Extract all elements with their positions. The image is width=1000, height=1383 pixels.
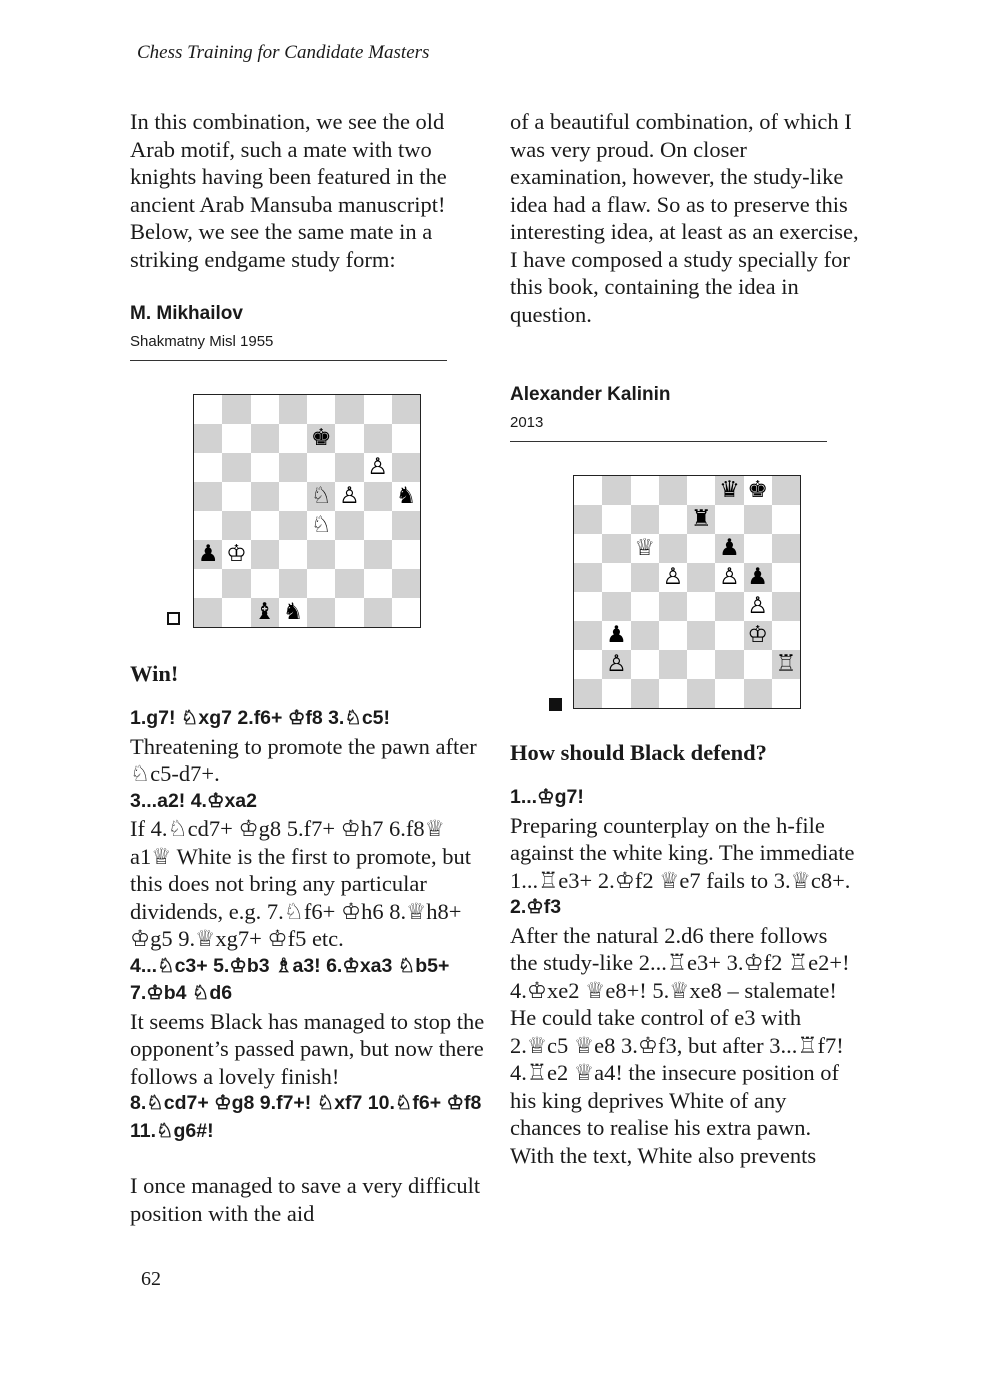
board-square bbox=[574, 505, 602, 534]
annotation-text: After the natural 2.d6 there follows the study-like 2...♖e3+ 3.♔f2 ♖e2+! 4.♔xe2 ♕e8+! 5.♕xe8 – stalemate! He could take control of e3 with 2.♕c5 ♕e8 3.♔f3, but after 3...♖f7! 4.♖e2 ♕a4! the insecure position of his king deprives White of any chances to realise his extra pawn. With the text, White also prevents bbox=[510, 922, 850, 1168]
board-square bbox=[194, 482, 222, 511]
board-square bbox=[194, 424, 222, 453]
board-square bbox=[687, 563, 715, 592]
board-square bbox=[659, 650, 687, 679]
board-square bbox=[279, 395, 307, 424]
board-square bbox=[715, 563, 743, 592]
board-square bbox=[392, 453, 420, 482]
board-square bbox=[335, 511, 363, 540]
board-square bbox=[392, 540, 420, 569]
board-square bbox=[602, 621, 630, 650]
board-square bbox=[659, 534, 687, 563]
board-square bbox=[744, 679, 772, 708]
board-square bbox=[772, 592, 800, 621]
board-square bbox=[194, 453, 222, 482]
white-to-move-indicator bbox=[167, 612, 180, 625]
study-task: How should Black defend? bbox=[510, 740, 767, 765]
intro-paragraph: In this combination, we see the old Arab motif, such a mate with two knights having been featured in the ancient Arab Mansuba manuscript! Below, we see the same mate in a striking endgame study form: bbox=[130, 109, 447, 272]
board-square bbox=[194, 395, 222, 424]
board-square bbox=[251, 511, 279, 540]
black-pawn-icon: ♟ bbox=[747, 564, 768, 590]
white-pawn-icon: ♙ bbox=[606, 651, 627, 677]
white-knight-icon: ♘ bbox=[310, 483, 332, 509]
board-square bbox=[392, 598, 420, 627]
board-square bbox=[335, 482, 363, 511]
board-square bbox=[222, 482, 250, 511]
black-bishop-icon: ♝ bbox=[254, 599, 275, 625]
board-square bbox=[687, 650, 715, 679]
board-square bbox=[194, 569, 222, 598]
board-square bbox=[307, 540, 335, 569]
board-square bbox=[631, 679, 659, 708]
board-square bbox=[772, 650, 800, 679]
board-square bbox=[602, 563, 630, 592]
board-square bbox=[279, 453, 307, 482]
board-square bbox=[602, 592, 630, 621]
board-square bbox=[574, 563, 602, 592]
black-pawn-icon: ♟ bbox=[606, 622, 627, 648]
board-square bbox=[251, 395, 279, 424]
move-line: 1...♔g7! bbox=[510, 786, 584, 808]
intro-paragraph: of a beautiful combination, of which I was very proud. On closer examination, however, the study-like idea had a flaw. So as to preserve this interesting idea, at least as an exercise, I have composed a study specially for this book, containing the idea in question. bbox=[510, 109, 859, 327]
board-square bbox=[335, 540, 363, 569]
board-square bbox=[631, 534, 659, 563]
annotation-text: Threatening to promote the pawn after ♘c5-d7+. bbox=[130, 733, 477, 786]
board-square bbox=[744, 650, 772, 679]
white-king-icon: ♔ bbox=[226, 541, 247, 567]
board-square bbox=[715, 650, 743, 679]
study-source: Shakmatny Misl 1955 bbox=[130, 333, 274, 350]
board-square bbox=[687, 534, 715, 563]
board-square bbox=[392, 569, 420, 598]
board-square bbox=[392, 424, 420, 453]
board-square bbox=[715, 476, 743, 505]
white-pawn-icon: ♙ bbox=[367, 454, 388, 480]
chess-diagram bbox=[130, 361, 490, 661]
board-square bbox=[631, 505, 659, 534]
board-square bbox=[335, 424, 363, 453]
white-pawn-icon: ♙ bbox=[339, 483, 360, 509]
board-square bbox=[772, 621, 800, 650]
board-square bbox=[364, 540, 392, 569]
move-line: 1.g7! ♘xg7 2.f6+ ♔f8 3.♘c5! bbox=[130, 707, 391, 729]
board-square bbox=[392, 482, 420, 511]
white-rook-icon: ♖ bbox=[775, 651, 797, 677]
board-square bbox=[251, 482, 279, 511]
board-square bbox=[194, 598, 222, 627]
annotation-text: It seems Black has managed to stop the opponent’s passed pawn, but now there follows a lovely finish! bbox=[130, 1008, 485, 1089]
white-knight-icon: ♘ bbox=[310, 512, 332, 538]
left-column bbox=[130, 108, 490, 1227]
board-square bbox=[659, 679, 687, 708]
board-square bbox=[364, 424, 392, 453]
board-square bbox=[687, 592, 715, 621]
board-square bbox=[194, 511, 222, 540]
board-square bbox=[715, 534, 743, 563]
board-square bbox=[602, 534, 630, 563]
board-square bbox=[631, 563, 659, 592]
board-square bbox=[279, 569, 307, 598]
board-square bbox=[772, 505, 800, 534]
white-king-icon: ♔ bbox=[747, 622, 768, 648]
study-source: 2013 bbox=[510, 414, 544, 431]
board-square bbox=[222, 540, 250, 569]
board-square bbox=[602, 505, 630, 534]
white-pawn-icon: ♙ bbox=[719, 564, 740, 590]
black-to-move-indicator bbox=[549, 698, 562, 711]
board-square bbox=[659, 505, 687, 534]
board-square bbox=[222, 598, 250, 627]
board-square bbox=[251, 540, 279, 569]
board-square bbox=[772, 679, 800, 708]
board-square bbox=[251, 453, 279, 482]
board-square bbox=[744, 505, 772, 534]
board-square bbox=[574, 650, 602, 679]
black-king-icon: ♚ bbox=[310, 425, 332, 451]
board-square bbox=[364, 511, 392, 540]
white-queen-icon: ♕ bbox=[634, 535, 655, 561]
board-square bbox=[222, 424, 250, 453]
board-square bbox=[574, 621, 602, 650]
running-title: Chess Training for Candidate Masters bbox=[137, 42, 430, 63]
board-square bbox=[744, 592, 772, 621]
study-author: M. Mikhailov bbox=[130, 303, 243, 324]
board-square bbox=[251, 598, 279, 627]
move-line: 3...a2! 4.♔xa2 bbox=[130, 789, 257, 812]
board-square bbox=[602, 476, 630, 505]
board-square bbox=[574, 679, 602, 708]
board-square bbox=[687, 505, 715, 534]
board-square bbox=[279, 424, 307, 453]
board-square bbox=[659, 563, 687, 592]
board-square bbox=[279, 598, 307, 627]
black-king-icon: ♚ bbox=[747, 477, 768, 503]
solution-text bbox=[510, 784, 860, 1169]
board-square bbox=[251, 569, 279, 598]
board-square bbox=[602, 650, 630, 679]
board-square bbox=[392, 511, 420, 540]
board-square bbox=[222, 395, 250, 424]
board-square bbox=[364, 482, 392, 511]
board-square bbox=[279, 482, 307, 511]
black-pawn-icon: ♟ bbox=[197, 541, 219, 567]
board-square bbox=[772, 563, 800, 592]
board-square bbox=[307, 511, 335, 540]
black-knight-icon: ♞ bbox=[395, 483, 417, 509]
board-square bbox=[222, 453, 250, 482]
board-square bbox=[335, 395, 363, 424]
board-square bbox=[307, 569, 335, 598]
board-square bbox=[279, 540, 307, 569]
board-square bbox=[574, 534, 602, 563]
board-square bbox=[715, 679, 743, 708]
white-pawn-icon: ♙ bbox=[662, 564, 684, 590]
board-square bbox=[307, 395, 335, 424]
board-square bbox=[659, 621, 687, 650]
board-square bbox=[307, 598, 335, 627]
move-line: 2.♔f3 bbox=[510, 896, 562, 918]
board-square bbox=[335, 598, 363, 627]
board-square bbox=[574, 476, 602, 505]
board-square bbox=[574, 592, 602, 621]
board-square bbox=[687, 476, 715, 505]
board-square bbox=[364, 569, 392, 598]
board-square bbox=[744, 534, 772, 563]
board-square bbox=[364, 395, 392, 424]
black-pawn-icon: ♟ bbox=[719, 535, 740, 561]
board-square bbox=[659, 476, 687, 505]
black-rook-icon: ♜ bbox=[690, 506, 712, 532]
solution-text bbox=[130, 705, 490, 1145]
annotation-text: If 4.♘cd7+ ♔g8 5.f7+ ♔h7 6.f8♕ a1♕ White is the first to promote, but this does not bring any particular dividends, e.g. 7.♘f6+ ♔h6 8.♕h8+ ♔g5 9.♕xg7+ ♔f5 etc. bbox=[130, 816, 471, 951]
board-square bbox=[659, 592, 687, 621]
study-task: Win! bbox=[130, 661, 179, 686]
board-square bbox=[364, 453, 392, 482]
board-square bbox=[744, 621, 772, 650]
closing-paragraph: I once managed to save a very difficult position with the aid bbox=[130, 1173, 481, 1226]
chess-board bbox=[573, 475, 801, 709]
board-square bbox=[772, 476, 800, 505]
board-square bbox=[307, 482, 335, 511]
chess-diagram bbox=[510, 442, 860, 740]
board-square bbox=[744, 563, 772, 592]
board-square bbox=[715, 621, 743, 650]
board-square bbox=[715, 505, 743, 534]
move-line: 8.♘cd7+ ♔g8 9.f7+! ♘xf7 10.♘f6+ ♔f8 11.♘g6#! bbox=[130, 1092, 482, 1142]
board-square bbox=[392, 395, 420, 424]
white-pawn-icon: ♙ bbox=[747, 593, 768, 619]
board-square bbox=[307, 424, 335, 453]
board-square bbox=[631, 650, 659, 679]
board-square bbox=[687, 621, 715, 650]
board-square bbox=[631, 592, 659, 621]
chess-board bbox=[193, 394, 421, 628]
black-knight-icon: ♞ bbox=[282, 599, 304, 625]
board-square bbox=[194, 540, 222, 569]
board-square bbox=[222, 511, 250, 540]
board-square bbox=[335, 453, 363, 482]
right-column bbox=[510, 108, 860, 1169]
board-square bbox=[222, 569, 250, 598]
board-square bbox=[631, 621, 659, 650]
board-square bbox=[307, 453, 335, 482]
annotation-text: Preparing counterplay on the h-file against the white king. The immediate 1...♖e3+ 2.♔f2 ♕e7 fails to 3.♕c8+. bbox=[510, 812, 855, 893]
board-square bbox=[631, 476, 659, 505]
board-square bbox=[744, 476, 772, 505]
move-line: 4...♘c3+ 5.♔b3 ♗a3! 6.♔xa3 ♘b5+ 7.♔b4 ♘d6 bbox=[130, 954, 450, 1004]
board-square bbox=[279, 511, 307, 540]
board-square bbox=[772, 534, 800, 563]
study-author: Alexander Kalinin bbox=[510, 384, 671, 405]
page-number: 62 bbox=[141, 1268, 161, 1290]
board-square bbox=[364, 598, 392, 627]
board-square bbox=[687, 679, 715, 708]
board-square bbox=[251, 424, 279, 453]
board-square bbox=[715, 592, 743, 621]
board-square bbox=[335, 569, 363, 598]
black-queen-icon: ♛ bbox=[719, 477, 740, 503]
board-square bbox=[602, 679, 630, 708]
